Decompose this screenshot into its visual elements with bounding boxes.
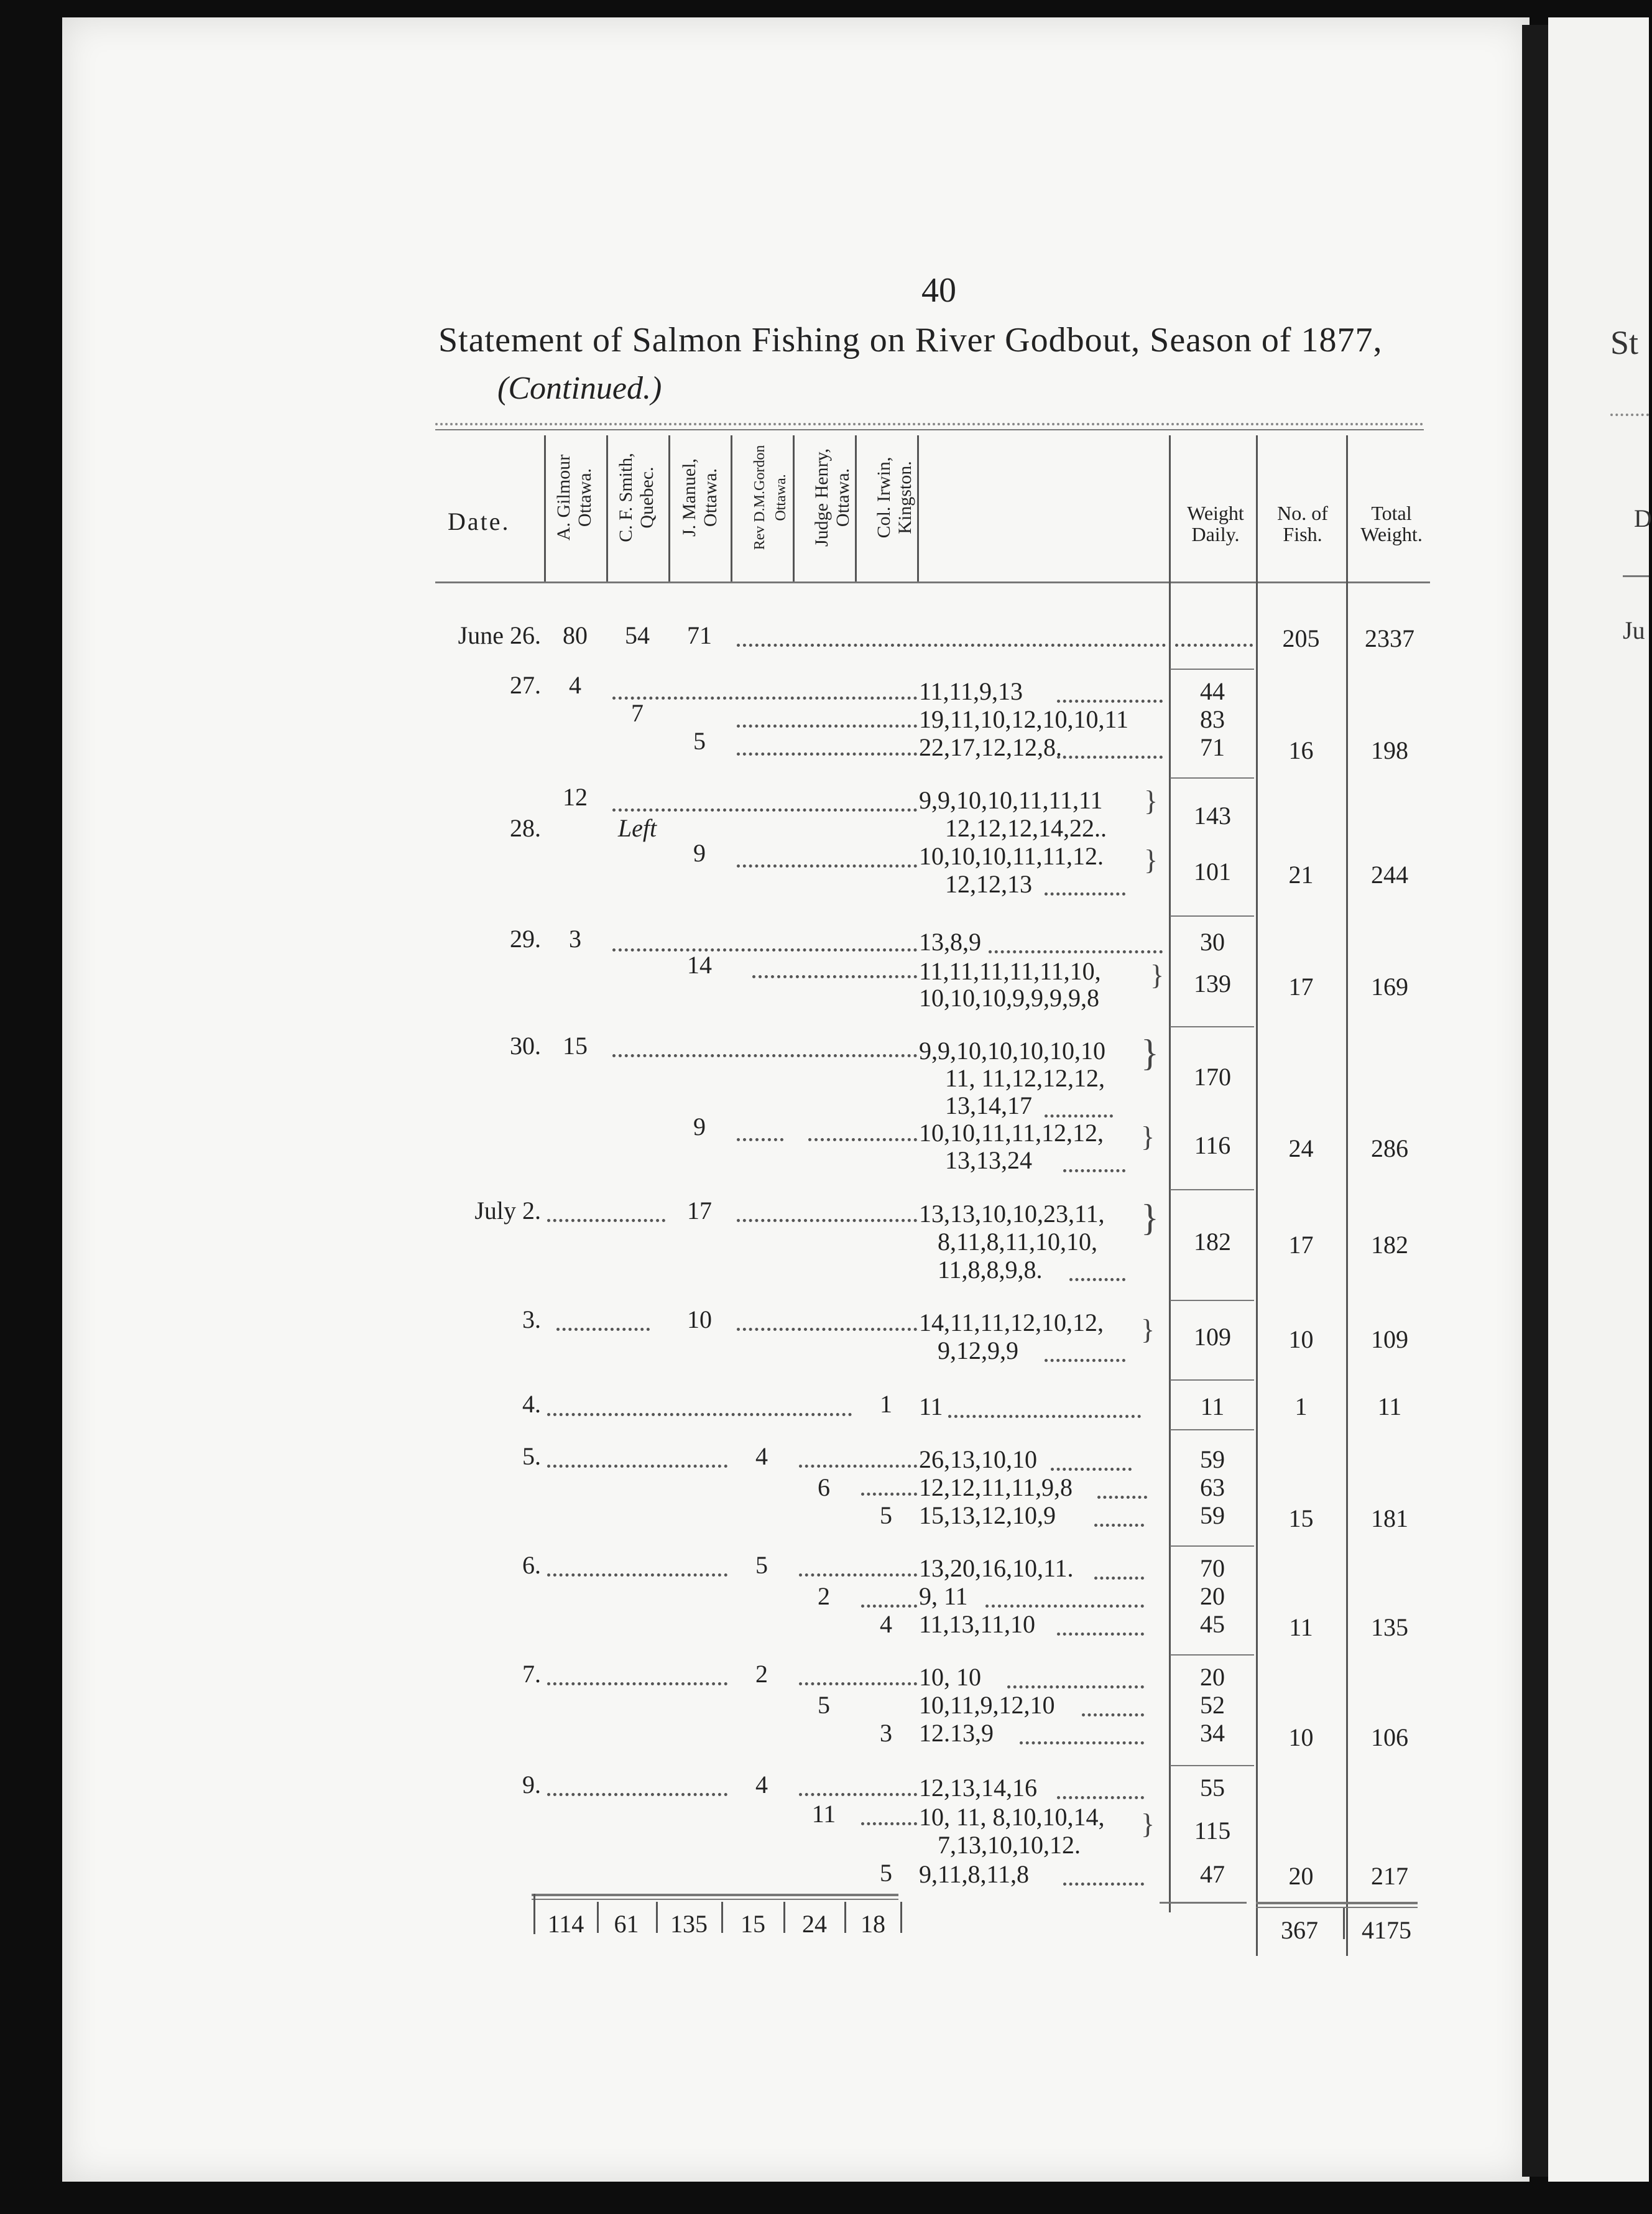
weight-daily: 52 — [1200, 1691, 1225, 1719]
weights-list: 11,8,8,9,8. — [938, 1256, 1043, 1284]
leader-dots — [737, 1219, 917, 1222]
weights-list: 14,11,11,12,10,12, — [919, 1308, 1104, 1336]
weight-daily: 63 — [1200, 1473, 1225, 1501]
total-angler-d: 15 — [741, 1910, 765, 1938]
total-weight: 217 — [1371, 1862, 1408, 1890]
leader-dots — [547, 1465, 727, 1468]
fish-count: 17 — [1288, 973, 1314, 1001]
facing-page-title-fragment: St — [1610, 324, 1639, 361]
angler-f-count: 1 — [880, 1390, 892, 1418]
row-date: 28. — [510, 814, 541, 842]
column-header-angler: A. Gilmour Ottawa. — [553, 454, 595, 541]
angler-f-count: 5 — [880, 1859, 892, 1887]
facing-page-rule — [1610, 414, 1649, 416]
column-rule — [917, 435, 919, 581]
leader-dots — [737, 725, 917, 728]
total-weight: 169 — [1371, 973, 1408, 1001]
angler-d-count: 4 — [755, 1771, 768, 1799]
totals-column-rule — [900, 1902, 902, 1933]
weights-list: 11,13,11,10 — [919, 1610, 1036, 1638]
row-rule — [1170, 669, 1254, 670]
total-weight: 286 — [1371, 1134, 1408, 1162]
totals-rule — [1160, 1902, 1247, 1904]
fish-count: 10 — [1288, 1325, 1314, 1353]
weight-daily: 70 — [1200, 1554, 1225, 1582]
row-date: June 26. — [458, 621, 541, 649]
row-date: 3. — [522, 1305, 541, 1333]
row-date: 4. — [522, 1390, 541, 1418]
weights-list: 12,13,14,16 — [919, 1774, 1037, 1802]
weights-list: 11,11,9,13 — [919, 677, 1023, 705]
weight-daily: 115 — [1194, 1817, 1231, 1845]
angler-c-count: 14 — [687, 951, 712, 979]
row-date: 29. — [510, 925, 541, 953]
grand-total-weight: 4175 — [1362, 1916, 1411, 1944]
weight-daily: 139 — [1194, 970, 1231, 998]
row-date: 30. — [510, 1032, 541, 1060]
column-header-angler: C. F. Smith, Quebec. — [616, 453, 657, 542]
leader-dots — [612, 1054, 917, 1057]
page-subtitle: (Continued.) — [497, 371, 662, 406]
total-weight: 244 — [1371, 861, 1408, 889]
book-gutter — [1522, 25, 1548, 2177]
total-angler-f: 18 — [861, 1910, 885, 1938]
column-header-angler: Rev D.M.Gordon Ottawa. — [752, 445, 789, 550]
weights-list: 12.13,9 — [919, 1719, 994, 1747]
fish-count: 16 — [1288, 736, 1314, 764]
weights-list: 10,10,11,11,12,12, — [919, 1119, 1104, 1147]
fish-count: 20 — [1288, 1862, 1314, 1890]
weights-list: 11 — [919, 1392, 943, 1420]
leader-dots — [612, 808, 917, 812]
row-rule — [1170, 777, 1254, 779]
row-rule — [1170, 1189, 1254, 1190]
leader-dots — [1094, 1524, 1144, 1527]
angler-f-count: 3 — [880, 1719, 892, 1747]
leader-dots — [861, 1493, 917, 1496]
leader-dots — [547, 1219, 665, 1222]
leader-dots — [1063, 1883, 1144, 1886]
row-rule — [1170, 1545, 1254, 1547]
leader-dots — [1020, 1741, 1144, 1744]
leader-dots — [799, 1465, 917, 1468]
column-header-weight-daily: Weight Daily. — [1187, 502, 1244, 545]
leader-dots — [1097, 1496, 1147, 1499]
fish-count: 24 — [1288, 1134, 1314, 1162]
fish-count: 11 — [1289, 1613, 1313, 1641]
leader-dots — [799, 1573, 917, 1577]
weight-daily: 30 — [1200, 928, 1225, 956]
leader-dots — [752, 975, 917, 978]
weight-daily: 116 — [1194, 1131, 1231, 1159]
leader-dots — [612, 697, 917, 700]
weights-list: 11, 11,12,12,12, — [945, 1064, 1105, 1092]
weights-list: 10,10,10,11,11,12. — [919, 842, 1104, 870]
weights-list: 15,13,12,10,9 — [919, 1501, 1056, 1529]
column-header-total-weight: Total Weight. — [1360, 502, 1423, 545]
totals-rule — [532, 1899, 898, 1900]
weights-list: 26,13,10,10 — [919, 1445, 1037, 1473]
leader-dots — [861, 1605, 917, 1608]
angler-c-count: 71 — [687, 621, 712, 649]
leader-dots — [1045, 1359, 1125, 1362]
angler-e-count: 6 — [818, 1473, 830, 1501]
total-weight: 135 — [1371, 1613, 1408, 1641]
weight-daily: 47 — [1200, 1860, 1225, 1888]
angler-a-count: 3 — [569, 925, 581, 953]
leader-dots — [1094, 1577, 1144, 1580]
weight-daily: 83 — [1200, 705, 1225, 733]
column-rule — [668, 435, 670, 581]
leader-dots — [737, 753, 917, 756]
leader-dots — [547, 1573, 727, 1577]
brace: } — [1141, 1121, 1155, 1152]
weight-daily: 55 — [1200, 1774, 1225, 1802]
total-weight: 182 — [1371, 1231, 1408, 1259]
column-header-no-of-fish: No. of Fish. — [1277, 502, 1328, 545]
weight-daily: 20 — [1200, 1663, 1225, 1691]
page-title: Statement of Salmon Fishing on River Godbout, Season of 1877, — [438, 321, 1383, 359]
weights-list: 10,10,10,9,9,9,9,8 — [919, 984, 1099, 1012]
angler-e-count: 5 — [818, 1691, 830, 1719]
leader-dots — [1063, 1169, 1125, 1172]
page-number: 40 — [921, 271, 956, 310]
weights-list: 9, 11 — [919, 1582, 968, 1610]
weights-list: 19,11,10,12,10,10,11 — [919, 705, 1129, 733]
brace: } — [1141, 1197, 1159, 1238]
weights-list: 8,11,8,11,10,10, — [938, 1228, 1098, 1256]
leader-dots — [989, 950, 1163, 953]
weight-daily: 34 — [1200, 1719, 1225, 1747]
leader-dots — [799, 1682, 917, 1685]
weight-daily: 170 — [1194, 1063, 1231, 1091]
weights-list: 13,13,24 — [945, 1146, 1032, 1174]
leader-dots — [1057, 756, 1163, 759]
weight-daily: 44 — [1200, 677, 1225, 705]
weights-list: 11,11,11,11,11,10, — [919, 957, 1101, 985]
weights-list: 12,12,11,11,9,8 — [919, 1473, 1073, 1501]
weights-list: 10, 11, 8,10,10,14, — [919, 1803, 1105, 1831]
row-date: 6. — [522, 1551, 541, 1579]
facing-page-rule — [1623, 575, 1649, 577]
totals-rule — [532, 1894, 898, 1896]
weight-daily: 20 — [1200, 1582, 1225, 1610]
angler-c-count: 17 — [687, 1197, 712, 1225]
row-date: 27. — [510, 671, 541, 699]
angler-c-count: 5 — [693, 727, 706, 755]
leader-dots — [556, 1328, 650, 1331]
fish-count: 10 — [1288, 1723, 1314, 1751]
column-header-angler: J. Manuel, Ottawa. — [679, 458, 721, 537]
leader-dots — [737, 1328, 917, 1331]
total-fish: 367 — [1281, 1916, 1318, 1944]
totals-rule — [1256, 1907, 1418, 1908]
weight-daily: 182 — [1194, 1228, 1231, 1256]
row-rule — [1170, 1654, 1254, 1656]
weight-daily: 59 — [1200, 1445, 1225, 1473]
brace: } — [1141, 1808, 1155, 1840]
leader-dots — [1082, 1713, 1144, 1716]
leader-dots — [612, 948, 917, 952]
weight-daily: 101 — [1194, 858, 1231, 886]
total-angler-e: 24 — [802, 1910, 827, 1938]
total-weight: 11 — [1377, 1392, 1402, 1420]
total-angler-c: 135 — [670, 1910, 708, 1938]
facing-page-header-fragment: D — [1634, 504, 1652, 532]
row-rule — [1170, 1765, 1254, 1766]
leader-dots — [1057, 700, 1163, 703]
angler-e-count: 2 — [818, 1582, 830, 1610]
leader-dots — [737, 864, 917, 868]
column-rule — [731, 435, 732, 581]
weights-list: 9,12,9,9 — [938, 1336, 1018, 1364]
weight-daily: 11 — [1200, 1392, 1225, 1420]
total-weight: 181 — [1371, 1504, 1408, 1532]
row-rule — [1170, 1429, 1254, 1430]
weights-list: 10,11,9,12,10 — [919, 1691, 1055, 1719]
fish-count: 17 — [1288, 1231, 1314, 1259]
fish-count: 205 — [1282, 624, 1320, 652]
angler-a-count: 12 — [563, 783, 588, 811]
totals-rule — [1256, 1902, 1418, 1904]
weights-list: 9,9,10,10,11,11,11 — [919, 786, 1103, 814]
row-date: July 2. — [474, 1197, 541, 1225]
weights-list: 13,20,16,10,11. — [919, 1554, 1074, 1582]
leader-dots — [1175, 644, 1253, 647]
weights-list: 12,12,12,14,22.. — [945, 814, 1107, 842]
leader-dots — [985, 1605, 1144, 1608]
column-rule — [855, 435, 857, 581]
angler-c-count: 9 — [693, 839, 706, 867]
column-rule — [793, 435, 795, 581]
row-rule — [1170, 1026, 1254, 1027]
angler-a-count: 80 — [563, 621, 588, 649]
leader-dots — [737, 1138, 783, 1141]
total-weight: 109 — [1371, 1325, 1408, 1353]
column-header-angler: Judge Henry, Ottawa. — [811, 448, 853, 547]
total-weight: 198 — [1371, 736, 1408, 764]
angler-d-count: 2 — [755, 1660, 768, 1688]
angler-f-count: 5 — [880, 1501, 892, 1529]
leader-dots — [1007, 1685, 1144, 1688]
brace: } — [1150, 959, 1165, 991]
column-header-date: Date. — [448, 507, 510, 535]
column-header-angler: Col. Irwin, Kingston. — [874, 456, 915, 539]
angler-e-count: 11 — [811, 1800, 836, 1828]
total-angler-b: 61 — [614, 1910, 639, 1938]
leader-dots — [808, 1138, 917, 1141]
header-rule — [435, 581, 1430, 583]
weights-list: 13,8,9 — [919, 928, 981, 956]
weights-list: 13,14,17 — [945, 1091, 1032, 1119]
row-rule — [1170, 1300, 1254, 1301]
weights-list: 13,13,10,10,23,11, — [919, 1200, 1105, 1228]
total-weight: 2337 — [1365, 624, 1414, 652]
leader-dots — [861, 1822, 917, 1825]
fish-count: 15 — [1288, 1504, 1314, 1532]
row-rule — [1170, 1379, 1254, 1381]
title-rule — [435, 423, 1424, 425]
column-rule — [606, 435, 608, 581]
leader-dots — [799, 1793, 917, 1796]
angler-c-count: 9 — [693, 1113, 706, 1141]
row-date: 5. — [522, 1442, 541, 1470]
fish-count: 1 — [1294, 1392, 1308, 1420]
angler-b-count: 7 — [631, 699, 644, 727]
weight-daily: 59 — [1200, 1501, 1225, 1529]
angler-f-count: 4 — [880, 1610, 892, 1638]
row-date: 9. — [522, 1771, 541, 1799]
leader-dots — [1045, 892, 1125, 896]
column-rule — [544, 435, 546, 581]
facing-page-row-fragment: Ju — [1623, 616, 1645, 644]
leader-dots — [1045, 1114, 1113, 1118]
weights-list: 22,17,12,12,8. — [919, 733, 1062, 761]
weight-daily: 45 — [1200, 1610, 1225, 1638]
total-angler-a: 114 — [547, 1910, 584, 1938]
fish-count: 21 — [1288, 861, 1314, 889]
weight-daily: 109 — [1194, 1323, 1231, 1351]
weights-list: 10, 10 — [919, 1663, 981, 1691]
leader-dots — [547, 1682, 727, 1685]
row-date: 7. — [522, 1660, 541, 1688]
leader-dots — [1069, 1278, 1125, 1281]
leader-dots — [948, 1415, 1141, 1418]
brace: } — [1144, 844, 1158, 876]
weight-daily: 143 — [1194, 802, 1231, 830]
angler-a-count: 15 — [563, 1032, 588, 1060]
row-rule — [1170, 915, 1254, 917]
weights-list: 12,12,13 — [945, 870, 1032, 898]
leader-dots — [547, 1413, 852, 1416]
weights-list: 7,13,10,10,12. — [938, 1831, 1081, 1859]
brace: } — [1144, 785, 1158, 817]
weights-list: 9,11,8,11,8 — [919, 1860, 1030, 1888]
angler-a-count: 4 — [569, 671, 581, 699]
angler-d-count: 5 — [755, 1551, 768, 1579]
leader-dots — [547, 1793, 727, 1796]
leader-dots — [737, 644, 1166, 647]
angler-c-count: 10 — [687, 1305, 712, 1333]
leader-dots — [1057, 1633, 1144, 1636]
total-weight: 106 — [1371, 1723, 1408, 1751]
brace: } — [1141, 1313, 1155, 1345]
leader-dots — [1057, 1796, 1144, 1799]
angler-b-count: 54 — [625, 621, 650, 649]
weight-daily: 71 — [1200, 733, 1225, 761]
brace: } — [1141, 1032, 1159, 1073]
angler-b-note: Left — [617, 814, 657, 842]
angler-d-count: 4 — [755, 1442, 768, 1470]
leader-dots — [1051, 1468, 1132, 1471]
weights-list: 9,9,10,10,10,10,10 — [919, 1037, 1105, 1065]
